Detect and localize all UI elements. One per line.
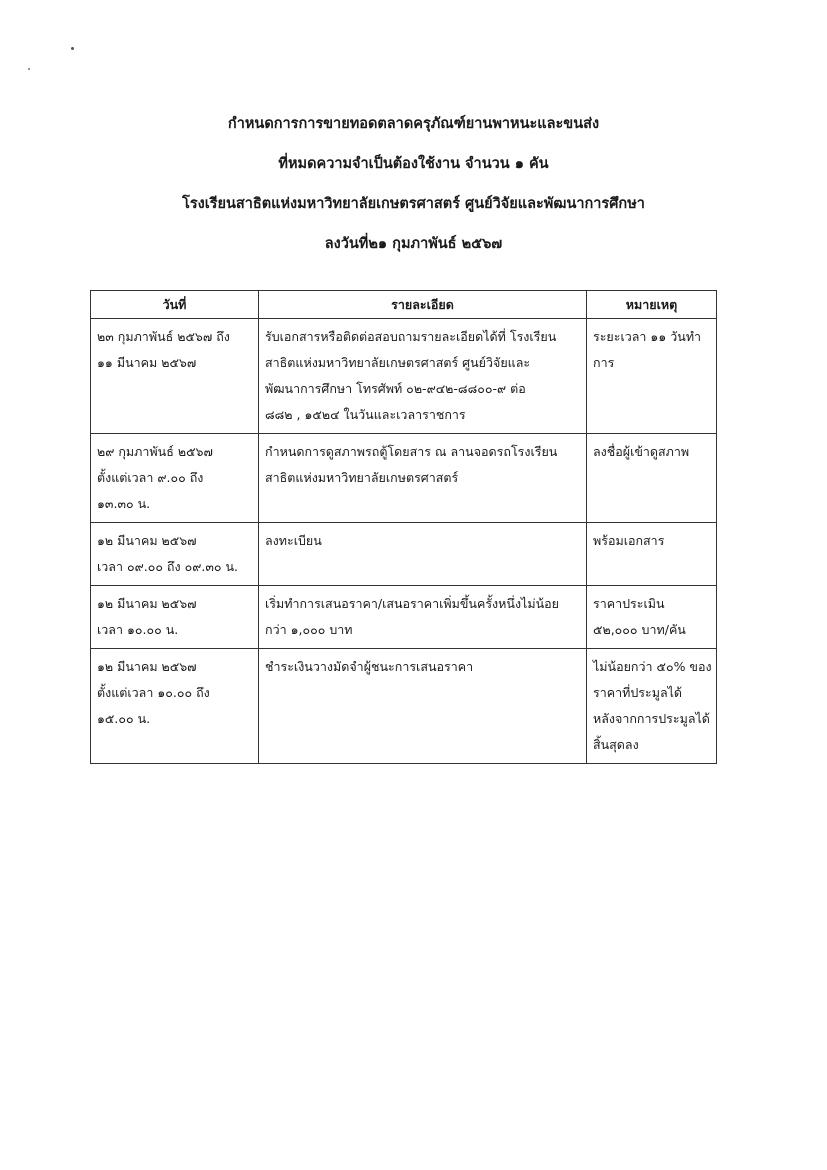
- cell-line: ๘๘๒ , ๑๕๒๔ ในวันและเวลาราชการ: [265, 407, 466, 422]
- cell-line: ๑๓.๓๐ น.: [97, 496, 151, 511]
- scan-speck: [71, 47, 74, 50]
- note-cell: [587, 523, 717, 586]
- note-cell: [587, 434, 717, 523]
- cell-line: ตั้งแต่เวลา ๙.๐๐ ถึง: [97, 470, 204, 485]
- cell-line: พร้อมเอกสาร: [593, 533, 665, 548]
- cell-line: ลงทะเบียน: [265, 533, 322, 548]
- cell-line: ๑๒ มีนาคม ๒๕๖๗: [97, 533, 197, 548]
- cell-line: ๑๕.๐๐ น.: [97, 711, 151, 726]
- cell-line: หลังจากการประมูลได้: [593, 711, 710, 726]
- cell-line: เริ่มทำการเสนอราคา/เสนอราคาเพิ่มขึ้นครั้งหนึ่งไม่น้อย: [265, 596, 559, 611]
- cell-line: ระยะเวลา ๑๑ วันทำ: [593, 329, 702, 344]
- table-row: [91, 434, 717, 523]
- table-row: [91, 586, 717, 649]
- cell-line: ๕๒,๐๐๐ บาท/คัน: [593, 622, 686, 637]
- cell-line: ๒๙ กุมภาพันธ์ ๒๕๖๗: [97, 444, 213, 459]
- date-cell: [91, 319, 259, 434]
- note-cell: [587, 586, 717, 649]
- heading-subtitle: ที่หมดความจำเป็นต้องใช้งาน จำนวน ๑ คัน: [278, 156, 549, 172]
- date-cell: [91, 649, 259, 764]
- cell-line: ๑๒ มีนาคม ๒๕๖๗: [97, 659, 197, 674]
- cell-line: ๒๓ กุมภาพันธ์ ๒๕๖๗ ถึง: [97, 329, 230, 344]
- column-header-note: หมายเหตุ: [587, 291, 717, 319]
- cell-line: การ: [593, 355, 615, 370]
- cell-line: เวลา ๐๙.๐๐ ถึง ๐๙.๓๐ น.: [97, 559, 239, 574]
- detail-cell: [259, 649, 587, 764]
- cell-line: ตั้งแต่เวลา ๑๐.๐๐ ถึง: [97, 685, 210, 700]
- date-cell: [91, 586, 259, 649]
- schedule-table: [90, 290, 717, 764]
- cell-line: ชำระเงินวางมัดจำผู้ชนะการเสนอราคา: [265, 659, 474, 674]
- table-row: [91, 523, 717, 586]
- note-cell: [587, 649, 717, 764]
- cell-line: กำหนดการดูสภาพรถตู้โดยสาร ณ ลานจอดรถโรงเรียน: [265, 444, 558, 459]
- cell-line: สิ้นสุดลง: [593, 737, 639, 752]
- detail-cell: [259, 523, 587, 586]
- cell-line: ๑๑ มีนาคม ๒๕๖๗: [97, 355, 197, 370]
- cell-line: ลงชื่อผู้เข้าดูสภาพ: [593, 444, 690, 459]
- cell-line: ๑๒ มีนาคม ๒๕๖๗: [97, 596, 197, 611]
- cell-line: เวลา ๑๐.๐๐ น.: [97, 622, 179, 637]
- table-header-row: [91, 291, 717, 319]
- cell-line: สาธิตแห่งมหาวิทยาลัยเกษตรศาสตร์ ศูนย์วิจัยและ: [265, 355, 531, 370]
- cell-line: พัฒนาการศึกษา โทรศัพท์ ๐๒-๙๔๒-๘๘๐๐-๙ ต่อ: [265, 381, 526, 396]
- table-row: [91, 319, 717, 434]
- column-header-date: วันที่: [91, 291, 259, 319]
- detail-cell: [259, 434, 587, 523]
- cell-line: กว่า ๑,๐๐๐ บาท: [265, 622, 353, 637]
- cell-line: รับเอกสารหรือติดต่อสอบถามรายละเอียดได้ที่ โรงเรียน: [265, 329, 557, 344]
- scan-speck: [28, 68, 30, 70]
- detail-cell: [259, 319, 587, 434]
- cell-line: ราคาที่ประมูลได้: [593, 685, 683, 700]
- table-row: [91, 649, 717, 764]
- column-header-detail: รายละเอียด: [259, 291, 587, 319]
- document-heading: [90, 114, 737, 254]
- heading-date: ลงวันที่๒๑ กุมภาพันธ์ ๒๕๖๗: [324, 236, 503, 252]
- heading-organization: โรงเรียนสาธิตแห่งมหาวิทยาลัยเกษตรศาสตร์ ศูนย์วิจัยและพัฒนาการศึกษา: [182, 196, 645, 212]
- detail-cell: [259, 586, 587, 649]
- note-cell: [587, 319, 717, 434]
- date-cell: [91, 434, 259, 523]
- heading-title: กำหนดการการขายทอดตลาดครุภัณฑ์ยานพาหนะและขนส่ง: [227, 116, 600, 132]
- date-cell: [91, 523, 259, 586]
- cell-line: ไม่น้อยกว่า ๕๐% ของ: [593, 659, 712, 674]
- cell-line: สาธิตแห่งมหาวิทยาลัยเกษตรศาสตร์: [265, 470, 459, 485]
- cell-line: ราคาประเมิน: [593, 596, 665, 611]
